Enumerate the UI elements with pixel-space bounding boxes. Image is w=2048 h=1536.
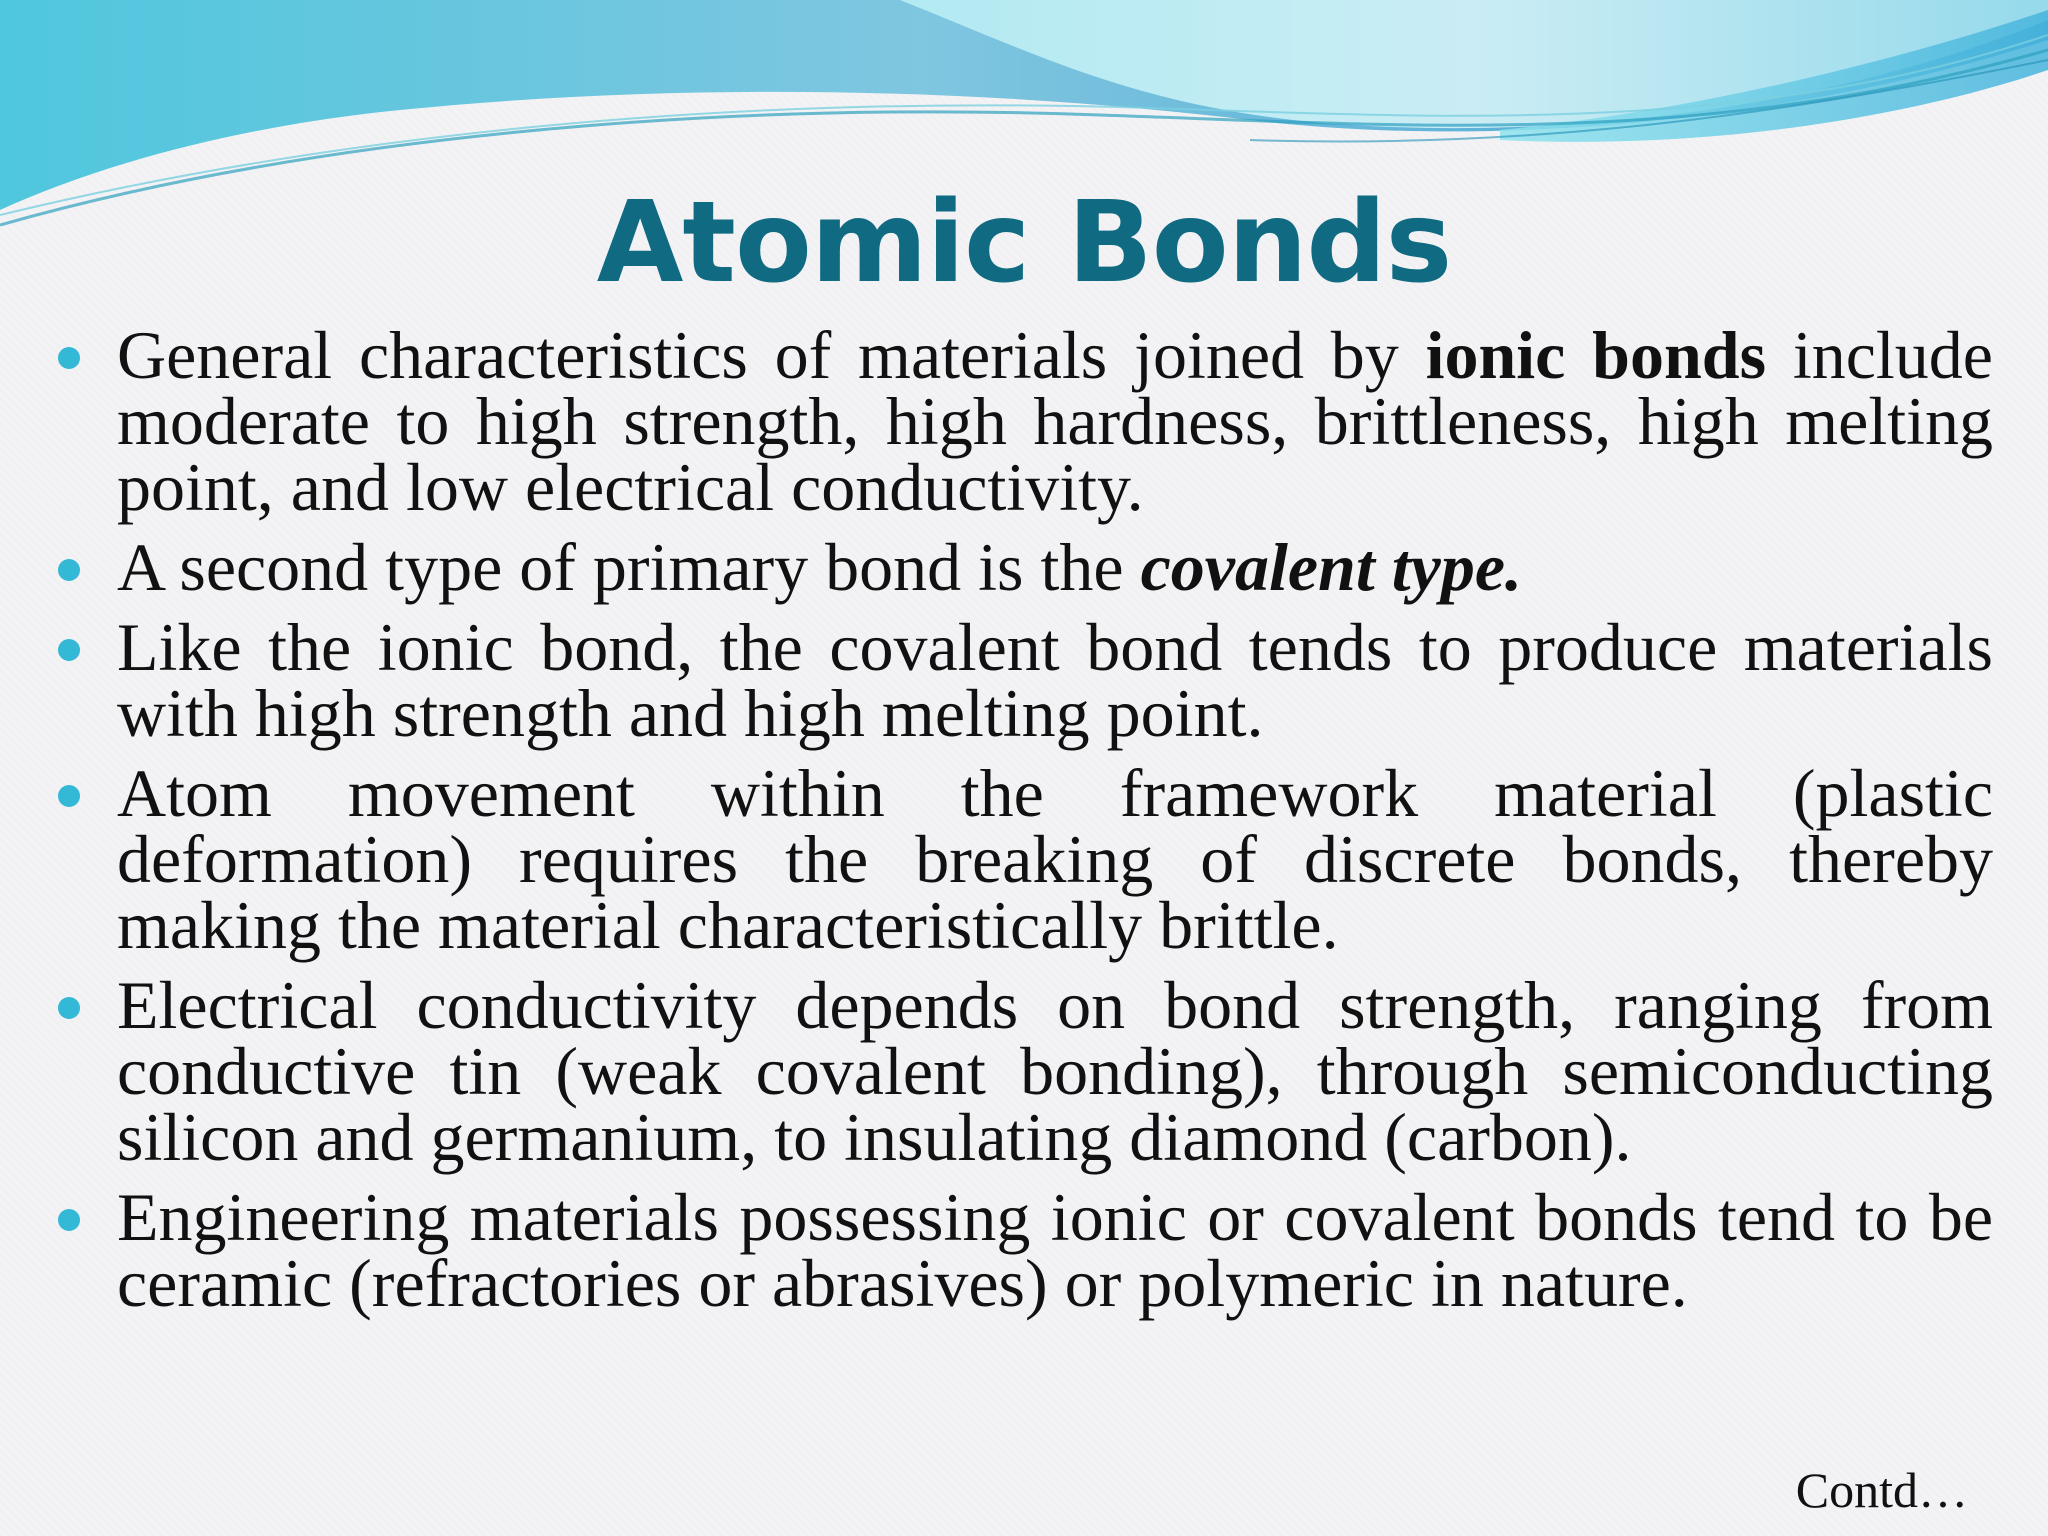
bullet-emphasis: ionic bonds bbox=[1425, 317, 1767, 393]
bullet-text: include moderate to high strength, high hardness, brittleness, high melting point, and low electrical conductivity. bbox=[117, 317, 1993, 525]
bullet-emphasis: covalent type. bbox=[1140, 529, 1522, 605]
bullet-item bbox=[117, 529, 1993, 605]
bullet-marker-icon bbox=[58, 997, 80, 1019]
bullet-marker-icon bbox=[58, 785, 80, 807]
bullet-list bbox=[117, 317, 1993, 1330]
bullet-item bbox=[117, 609, 1993, 751]
bullet-marker-icon bbox=[58, 639, 80, 661]
bullet-marker-icon bbox=[58, 347, 80, 369]
bullet-item bbox=[117, 317, 1993, 525]
bullet-text: Engineering materials possessing ionic or covalent bonds tend to be ceramic (refractories or abrasives) or polymeric in nature. bbox=[117, 1179, 1993, 1321]
bullet-text: Electrical conductivity depends on bond strength, ranging from conductive tin (weak covalent bonding), through semiconducting silicon and germanium, to insulating diamond (carbon). bbox=[117, 967, 1993, 1175]
bullet-item bbox=[117, 1179, 1993, 1321]
slide-title: Atomic Bonds bbox=[596, 178, 1452, 308]
bullet-marker-icon bbox=[58, 1209, 80, 1231]
bullet-text: Like the ionic bond, the covalent bond tends to produce materials with high strength and high melting point. bbox=[117, 609, 1993, 751]
bullet-marker-icon bbox=[58, 559, 80, 581]
bullet-text: General characteristics of materials joined by bbox=[117, 317, 1426, 393]
continued-label: Contd… bbox=[1795, 1462, 1968, 1518]
bullet-text: A second type of primary bond is the bbox=[117, 529, 1141, 605]
bullet-item bbox=[117, 755, 1993, 963]
bullet-item bbox=[117, 967, 1993, 1175]
bullet-text: Atom movement within the framework material (plastic deformation) requires the breaking of discrete bonds, thereby making the material characteristically brittle. bbox=[117, 755, 1993, 963]
